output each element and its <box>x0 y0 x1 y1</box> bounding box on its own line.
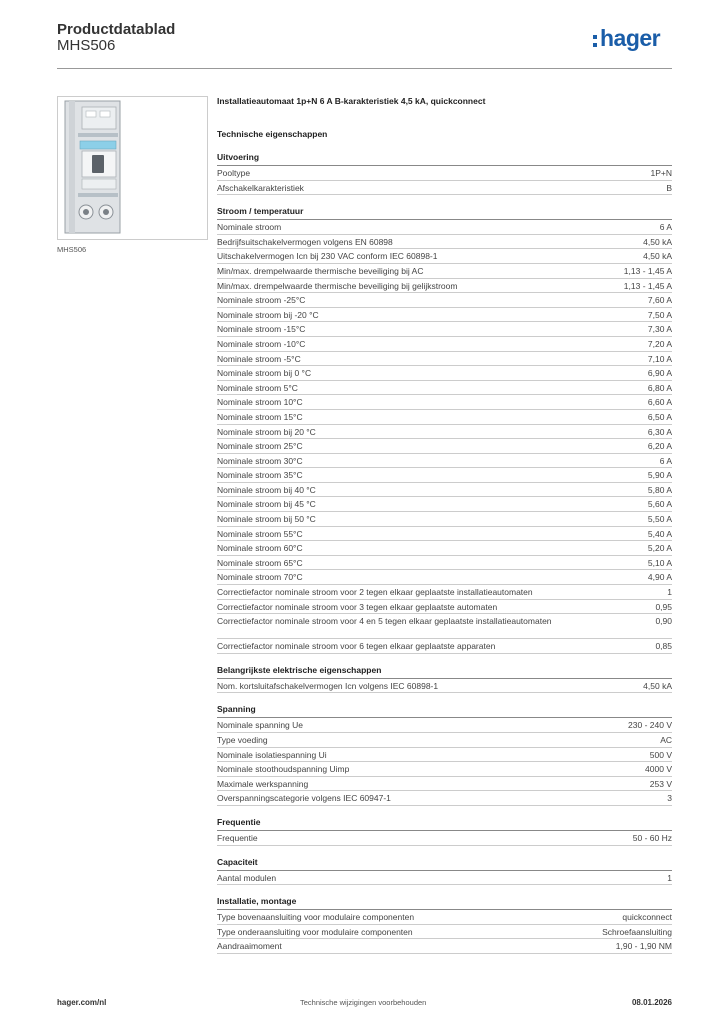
spec-sections <box>217 152 672 954</box>
spec-value: 5,90 A <box>647 470 672 481</box>
footer-disclaimer: Technische wijzigingen voorbehouden <box>300 998 427 1007</box>
spec-label: Min/max. drempelwaarde thermische beveiliging bij gelijkstroom <box>217 280 458 291</box>
spec-row <box>217 939 672 954</box>
section-title: Uitvoering <box>217 152 672 166</box>
spec-label: Type voeding <box>217 735 268 745</box>
spec-row <box>217 410 672 425</box>
spec-value: 253 V <box>649 778 672 789</box>
spec-row <box>217 614 672 639</box>
spec-label: Nominale stroom 10°C <box>217 397 303 408</box>
spec-row <box>217 181 672 196</box>
spec-label: Aandraaimoment <box>217 941 282 952</box>
spec-row <box>217 910 672 925</box>
spec-content <box>217 96 672 965</box>
spec-label: Nominale stroom -25°C <box>217 295 306 306</box>
spec-section <box>217 857 672 886</box>
spec-label: Nominale stroom 55°C <box>217 528 303 539</box>
spec-label: Nominale stroom 35°C <box>217 470 303 481</box>
spec-value: 7,60 A <box>647 295 672 306</box>
spec-row <box>217 439 672 454</box>
spec-value: 5,60 A <box>647 499 672 510</box>
spec-label: Nominale stroom 70°C <box>217 572 303 583</box>
spec-value: Schroefaansluiting <box>602 926 672 937</box>
spec-row <box>217 541 672 556</box>
spec-label: Nom. kortsluitafschakelvermogen Icn volgens IEC 60898-1 <box>217 680 439 691</box>
tech-properties-title: Technische eigenschappen <box>217 129 328 139</box>
spec-label: Nominale isolatiespanning Ui <box>217 749 327 760</box>
spec-row <box>217 585 672 600</box>
spec-value: 50 - 60 Hz <box>632 832 672 843</box>
spec-value: 4,50 kA <box>643 236 672 247</box>
spec-row <box>217 483 672 498</box>
spec-section <box>217 665 672 694</box>
spec-value: 3 <box>667 793 672 804</box>
spec-row <box>217 279 672 294</box>
spec-value: 1,13 - 1,45 A <box>623 280 672 291</box>
spec-label: Nominale stroom 60°C <box>217 543 303 554</box>
spec-value: 5,80 A <box>647 484 672 495</box>
spec-label: Nominale stoothoudspanning Uimp <box>217 764 350 775</box>
footer-website-link[interactable]: hager.com/nl <box>57 998 107 1007</box>
spec-value: 6 A <box>659 455 672 466</box>
spec-row <box>217 718 672 733</box>
spec-row <box>217 352 672 367</box>
spec-label: Nominale stroom bij 20 °C <box>217 426 316 437</box>
spec-row <box>217 235 672 250</box>
spec-row <box>217 762 672 777</box>
spec-value: 6,30 A <box>647 426 672 437</box>
spec-label: Uitschakelvermogen Icn bij 230 VAC conform IEC 60898-1 <box>217 251 438 262</box>
spec-label: Correctiefactor nominale stroom voor 4 en 5 tegen elkaar geplaatste installatieautomaten <box>217 616 552 627</box>
spec-value: 6,20 A <box>647 441 672 452</box>
spec-row <box>217 748 672 763</box>
spec-row <box>217 570 672 585</box>
spec-value: 5,10 A <box>647 557 672 568</box>
spec-value: 5,20 A <box>647 543 672 554</box>
spec-value: 4000 V <box>645 764 672 775</box>
spec-value: 1 <box>667 587 672 598</box>
section-title: Belangrijkste elektrische eigenschappen <box>217 665 672 679</box>
header-divider <box>57 68 672 69</box>
spec-label: Nominale stroom 15°C <box>217 411 303 422</box>
spec-row <box>217 322 672 337</box>
spec-label: Nominale stroom -15°C <box>217 324 306 335</box>
spec-row <box>217 871 672 886</box>
spec-section <box>217 817 672 846</box>
spec-row <box>217 220 672 235</box>
spec-label: Nominale stroom 30°C <box>217 455 303 466</box>
circuit-breaker-illustration <box>58 97 207 239</box>
spec-value: 6,50 A <box>647 411 672 422</box>
spec-value: 230 - 240 V <box>628 720 672 731</box>
spec-section <box>217 206 672 654</box>
spec-label: Nominale stroom bij 0 °C <box>217 368 312 379</box>
spec-row <box>217 925 672 940</box>
spec-label: Nominale stroom 5°C <box>217 382 298 393</box>
spec-row <box>217 395 672 410</box>
product-description: Installatieautomaat 1p+N 6 A B-karakteristiek 4,5 kA, quickconnect <box>217 96 486 106</box>
spec-value: 0,90 <box>655 616 672 627</box>
logo-dot-icon <box>593 43 597 47</box>
spec-row <box>217 527 672 542</box>
spec-value: 1,90 - 1,90 NM <box>615 941 672 952</box>
spec-label: Nominale stroom bij 45 °C <box>217 499 316 510</box>
spec-value: 7,50 A <box>647 309 672 320</box>
spec-value: 0,85 <box>655 641 672 652</box>
spec-label: Pooltype <box>217 168 251 178</box>
spec-value: 1,13 - 1,45 A <box>623 265 672 276</box>
spec-row <box>217 600 672 615</box>
spec-row <box>217 791 672 806</box>
spec-row <box>217 468 672 483</box>
spec-value: 4,90 A <box>647 572 672 583</box>
section-title: Spanning <box>217 704 672 718</box>
spec-section <box>217 704 672 806</box>
spec-value: 4,50 kA <box>643 680 672 691</box>
spec-label: Afschakelkarakteristiek <box>217 182 304 193</box>
spec-label: Nominale spanning Ue <box>217 720 303 731</box>
spec-value: 6,60 A <box>647 397 672 408</box>
spec-value: 6,80 A <box>647 382 672 393</box>
image-caption: MHS506 <box>57 245 87 254</box>
spec-row <box>217 831 672 846</box>
spec-label: Correctiefactor nominale stroom voor 6 tegen elkaar geplaatste apparaten <box>217 641 496 652</box>
spec-row <box>217 249 672 264</box>
spec-row <box>217 308 672 323</box>
spec-section <box>217 896 672 954</box>
spec-label: Nominale stroom <box>217 222 282 233</box>
spec-label: Correctiefactor nominale stroom voor 2 tegen elkaar geplaatste installatieautomaten <box>217 587 533 598</box>
spec-row <box>217 293 672 308</box>
spec-value: 1P+N <box>650 168 672 178</box>
spec-row <box>217 679 672 694</box>
spec-row <box>217 639 672 654</box>
footer-date: 08.01.2026 <box>631 998 672 1007</box>
spec-label: Nominale stroom 25°C <box>217 441 303 452</box>
spec-label: Nominale stroom -10°C <box>217 338 306 349</box>
spec-label: Aantal modulen <box>217 872 277 883</box>
spec-value: 5,50 A <box>647 514 672 525</box>
section-title: Capaciteit <box>217 857 672 871</box>
logo-dot-icon <box>593 35 597 39</box>
spec-value: 7,30 A <box>647 324 672 335</box>
section-title: Installatie, montage <box>217 896 672 910</box>
spec-label: Type bovenaansluiting voor modulaire componenten <box>217 912 415 923</box>
spec-value: 5,40 A <box>647 528 672 539</box>
spec-label: Type onderaansluiting voor modulaire componenten <box>217 926 413 937</box>
spec-value: B <box>666 182 672 193</box>
spec-value: 4,50 kA <box>643 251 672 262</box>
spec-row <box>217 733 672 748</box>
spec-value: 6 A <box>659 222 672 233</box>
section-title: Frequentie <box>217 817 672 831</box>
spec-section <box>217 152 672 195</box>
spec-value: 1 <box>667 872 672 883</box>
logo-text: hager <box>600 25 661 51</box>
spec-label: Nominale stroom 65°C <box>217 557 303 568</box>
spec-value: 0,95 <box>655 601 672 612</box>
spec-label: Nominale stroom bij 50 °C <box>217 514 316 525</box>
spec-row <box>217 425 672 440</box>
spec-label: Frequentie <box>217 832 258 843</box>
spec-row <box>217 337 672 352</box>
spec-row <box>217 497 672 512</box>
spec-row <box>217 454 672 469</box>
spec-label: Nominale stroom bij 40 °C <box>217 484 316 495</box>
spec-row <box>217 556 672 571</box>
spec-label: Nominale stroom -5°C <box>217 353 301 364</box>
spec-row <box>217 264 672 279</box>
spec-row <box>217 512 672 527</box>
spec-value: 7,10 A <box>647 353 672 364</box>
spec-value: 7,20 A <box>647 338 672 349</box>
spec-label: Overspanningscategorie volgens IEC 60947-1 <box>217 793 391 804</box>
section-title: Stroom / temperatuur <box>217 206 672 220</box>
spec-label: Maximale werkspanning <box>217 778 309 789</box>
spec-label: Min/max. drempelwaarde thermische beveiliging bij AC <box>217 265 424 276</box>
spec-value: 500 V <box>649 749 672 760</box>
product-code: MHS506 <box>57 37 116 54</box>
spec-row <box>217 381 672 396</box>
spec-label: Correctiefactor nominale stroom voor 3 tegen elkaar geplaatste automaten <box>217 601 498 612</box>
spec-label: Nominale stroom bij -20 °C <box>217 309 319 320</box>
spec-value: AC <box>660 735 672 745</box>
spec-value: 6,90 A <box>647 368 672 379</box>
spec-row <box>217 366 672 381</box>
spec-value: quickconnect <box>622 912 672 923</box>
hager-logo[interactable] <box>593 25 673 57</box>
spec-row <box>217 166 672 181</box>
product-image <box>57 96 208 240</box>
spec-label: Bedrijfsuitschakelvermogen volgens EN 60898 <box>217 236 393 247</box>
spec-row <box>217 777 672 792</box>
page-title: Productdatablad <box>57 21 176 38</box>
